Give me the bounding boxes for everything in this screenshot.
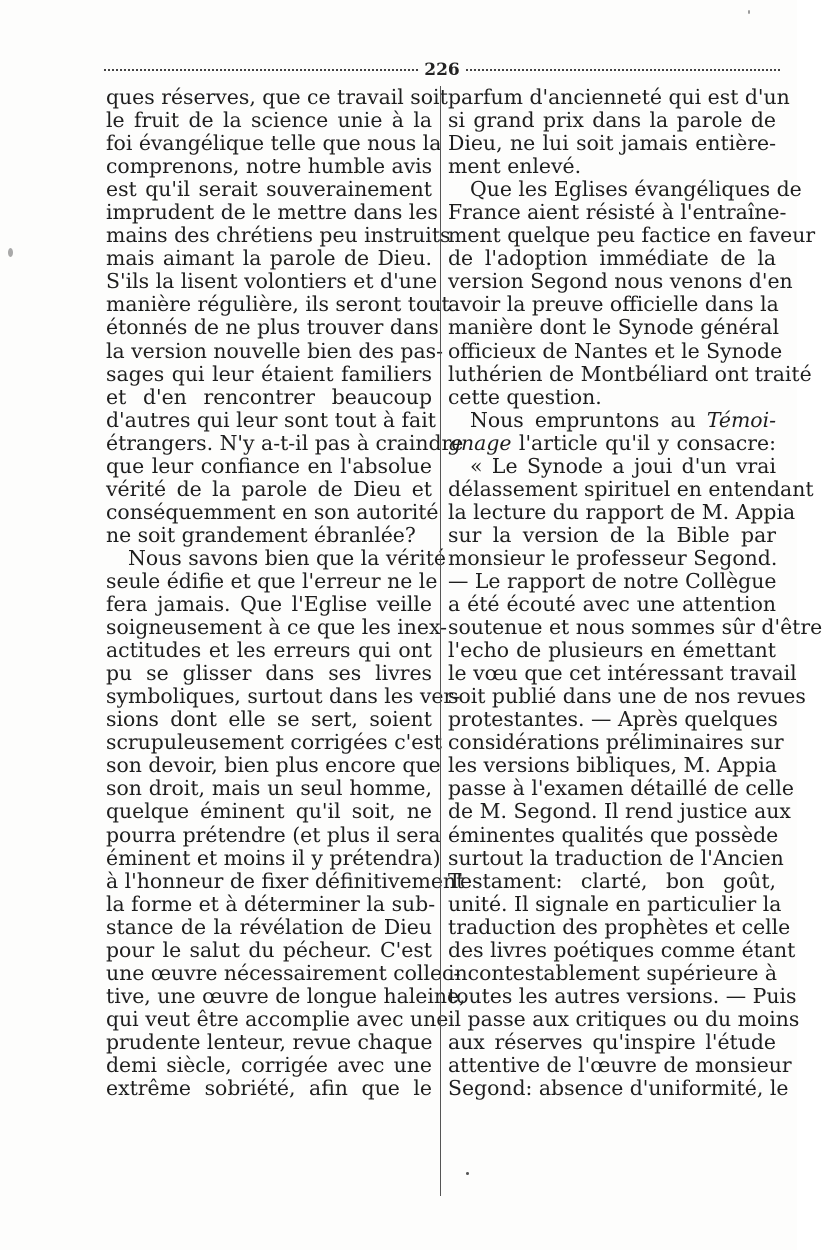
text-line: et d'en rencontrer beaucoup — [106, 384, 432, 409]
head-rule-right — [466, 69, 780, 71]
page-number: 226 — [424, 60, 460, 80]
text-line: surtout la traduction de l'Ancien — [448, 845, 784, 870]
text-line: quelque éminent qu'il soit, ne — [106, 799, 432, 824]
text-line: ment quelque peu factice en faveur — [448, 223, 816, 248]
text-line: considérations préliminaires sur — [448, 730, 784, 755]
text-line: de M. Segond. Il rend justice aux — [448, 799, 791, 824]
italic-word: Témoi- — [706, 407, 776, 432]
text-fragment: l'article qu'il y consacre: — [511, 430, 776, 455]
text-line: toutes les autres versions. — Puis — [448, 983, 797, 1008]
text-line: France aient résisté à l'entraîne- — [448, 200, 787, 225]
text-line: Testament: clarté, bon goût, — [448, 868, 776, 893]
text-line: soigneusement à ce que les inex- — [106, 615, 448, 640]
head-rule-left — [104, 69, 418, 71]
text-line — [448, 409, 776, 432]
text-line: symboliques, surtout dans les ver- — [106, 684, 461, 709]
text-line: Nous savons bien que la vérité — [128, 545, 446, 570]
text-line: étrangers. N'y a-t-il pas à craindre — [106, 430, 464, 455]
print-speck — [8, 248, 13, 257]
text-line: — Le rapport de notre Collègue — [448, 568, 777, 593]
right-column — [448, 85, 822, 1101]
text-line: demi siècle, corrigée avec une — [106, 1052, 432, 1077]
running-head — [104, 58, 780, 82]
text-line: éminentes qualités que possède — [448, 822, 779, 847]
text-line: son devoir, bien plus encore que — [106, 753, 441, 778]
column-divider — [440, 86, 441, 1196]
text-line: « Le Synode a joui d'un vrai — [470, 453, 776, 478]
text-line: soutenue et nous sommes sûr d'être — [448, 615, 822, 640]
text-line: manière régulière, ils seront tout — [106, 292, 450, 317]
text-line: parfum d'ancienneté qui est d'un — [448, 85, 790, 109]
text-line: la forme et à déterminer la sub- — [106, 891, 436, 916]
text-line: des livres poétiques comme étant — [448, 937, 796, 962]
text-line: le fruit de la science unie à la — [106, 108, 432, 133]
text-line: son droit, mais un seul homme, — [106, 776, 432, 801]
text-line: aux réserves qu'inspire l'étude — [448, 1029, 776, 1054]
text-line: protestantes. — Après quelques — [448, 707, 778, 732]
left-column — [106, 85, 466, 1101]
print-speck — [748, 10, 750, 14]
text-line: mais aimant la parole de Dieu. — [106, 246, 432, 271]
text-line: vérité de la parole de Dieu et — [106, 476, 432, 501]
text-line: stance de la révélation de Dieu — [106, 914, 432, 939]
text-line: que leur confiance en l'absolue — [106, 453, 432, 478]
text-line: ne soit grandement ébranlée? — [106, 522, 416, 547]
text-line: une œuvre nécessairement collec- — [106, 960, 461, 985]
text-line: conséquemment en son autorité — [106, 499, 439, 524]
text-line: extrême sobriété, afin que le — [106, 1076, 432, 1101]
text-line: avoir la preuve officielle dans la — [448, 292, 779, 317]
text-line: éminent et moins il y prétendra) — [106, 845, 441, 870]
text-line: ques réserves, que ce travail soit — [106, 85, 448, 109]
text-line: est qu'il serait souverainement — [106, 177, 432, 202]
text-line: incontestablement supérieure à — [448, 960, 778, 985]
text-line: officieux de Nantes et le Synode — [448, 338, 783, 363]
text-line: il passe aux critiques ou du moins — [448, 1006, 800, 1031]
text-line: unité. Il signale en particulier la — [448, 891, 782, 916]
text-line: sur la version de la Bible par — [448, 522, 776, 547]
text-line: actitudes et les erreurs qui ont — [106, 638, 432, 663]
text-line: si grand prix dans la parole de — [448, 108, 776, 133]
text-line: S'ils la lisent volontiers et d'une — [106, 269, 438, 294]
text-line: monsieur le professeur Segond. — [448, 545, 778, 570]
text-line: pourra prétendre (et plus il sera — [106, 822, 441, 847]
text-line: prudente lenteur, revue chaque — [106, 1029, 433, 1054]
text-line: à l'honneur de fixer définitivement — [106, 868, 465, 893]
text-line: traduction des prophètes et celle — [448, 914, 791, 939]
text-line: délassement spirituel en entendant — [448, 476, 814, 501]
text-line: mains des chrétiens peu instruits — [106, 223, 451, 248]
text-line: pour le salut du pécheur. C'est — [106, 937, 432, 962]
text-line: imprudent de le mettre dans les — [106, 200, 438, 225]
text-line: la lecture du rapport de M. Appia — [448, 499, 796, 524]
text-line: les versions bibliques, M. Appia — [448, 753, 777, 778]
text-line — [448, 432, 776, 455]
text-line: sions dont elle se sert, soient — [106, 707, 432, 732]
text-line: luthérien de Montbéliard ont traité — [448, 361, 812, 386]
text-line: la version nouvelle bien des pas- — [106, 338, 443, 363]
text-line: d'autres qui leur sont tout à fait — [106, 407, 436, 432]
print-speck — [466, 1172, 469, 1175]
text-line: ment enlevé. — [448, 154, 582, 179]
text-line: l'echo de plusieurs en émettant — [448, 638, 776, 663]
text-line: seule édifie et que l'erreur ne le — [106, 568, 438, 593]
text-line: attentive de l'œuvre de monsieur — [448, 1052, 792, 1077]
text-line: tive, une œuvre de longue haleine, — [106, 983, 466, 1008]
text-line: a été écouté avec une attention — [448, 592, 776, 617]
text-line: pu se glisser dans ses livres — [106, 661, 432, 686]
text-line: manière dont le Synode général — [448, 315, 779, 340]
text-fragment: Nous empruntons au — [470, 407, 696, 432]
text-line: qui veut être accomplie avec une — [106, 1006, 449, 1031]
text-line: le vœu que cet intéressant travail — [448, 661, 797, 686]
text-line: fera jamais. Que l'Eglise veille — [106, 592, 432, 617]
text-line: version Segond nous venons d'en — [448, 269, 793, 294]
text-line: Que les Eglises évangéliques de — [470, 177, 802, 202]
italic-word: gnage — [448, 430, 512, 455]
text-line: de l'adoption immédiate de la — [448, 246, 776, 271]
text-line: cette question. — [448, 384, 602, 409]
text-line: étonnés de ne plus trouver dans — [106, 315, 439, 340]
text-line: scrupuleusement corrigées c'est — [106, 730, 443, 755]
text-line: foi évangélique telle que nous la — [106, 131, 442, 156]
text-line: passe à l'examen détaillé de celle — [448, 776, 794, 801]
text-line: comprenons, notre humble avis — [106, 154, 433, 179]
text-line: Segond: absence d'uniformité, le — [448, 1076, 789, 1101]
text-line: sages qui leur étaient familiers — [106, 361, 432, 386]
text-line: soit publié dans une de nos revues — [448, 684, 806, 709]
text-line: Dieu, ne lui soit jamais entière- — [448, 131, 776, 156]
